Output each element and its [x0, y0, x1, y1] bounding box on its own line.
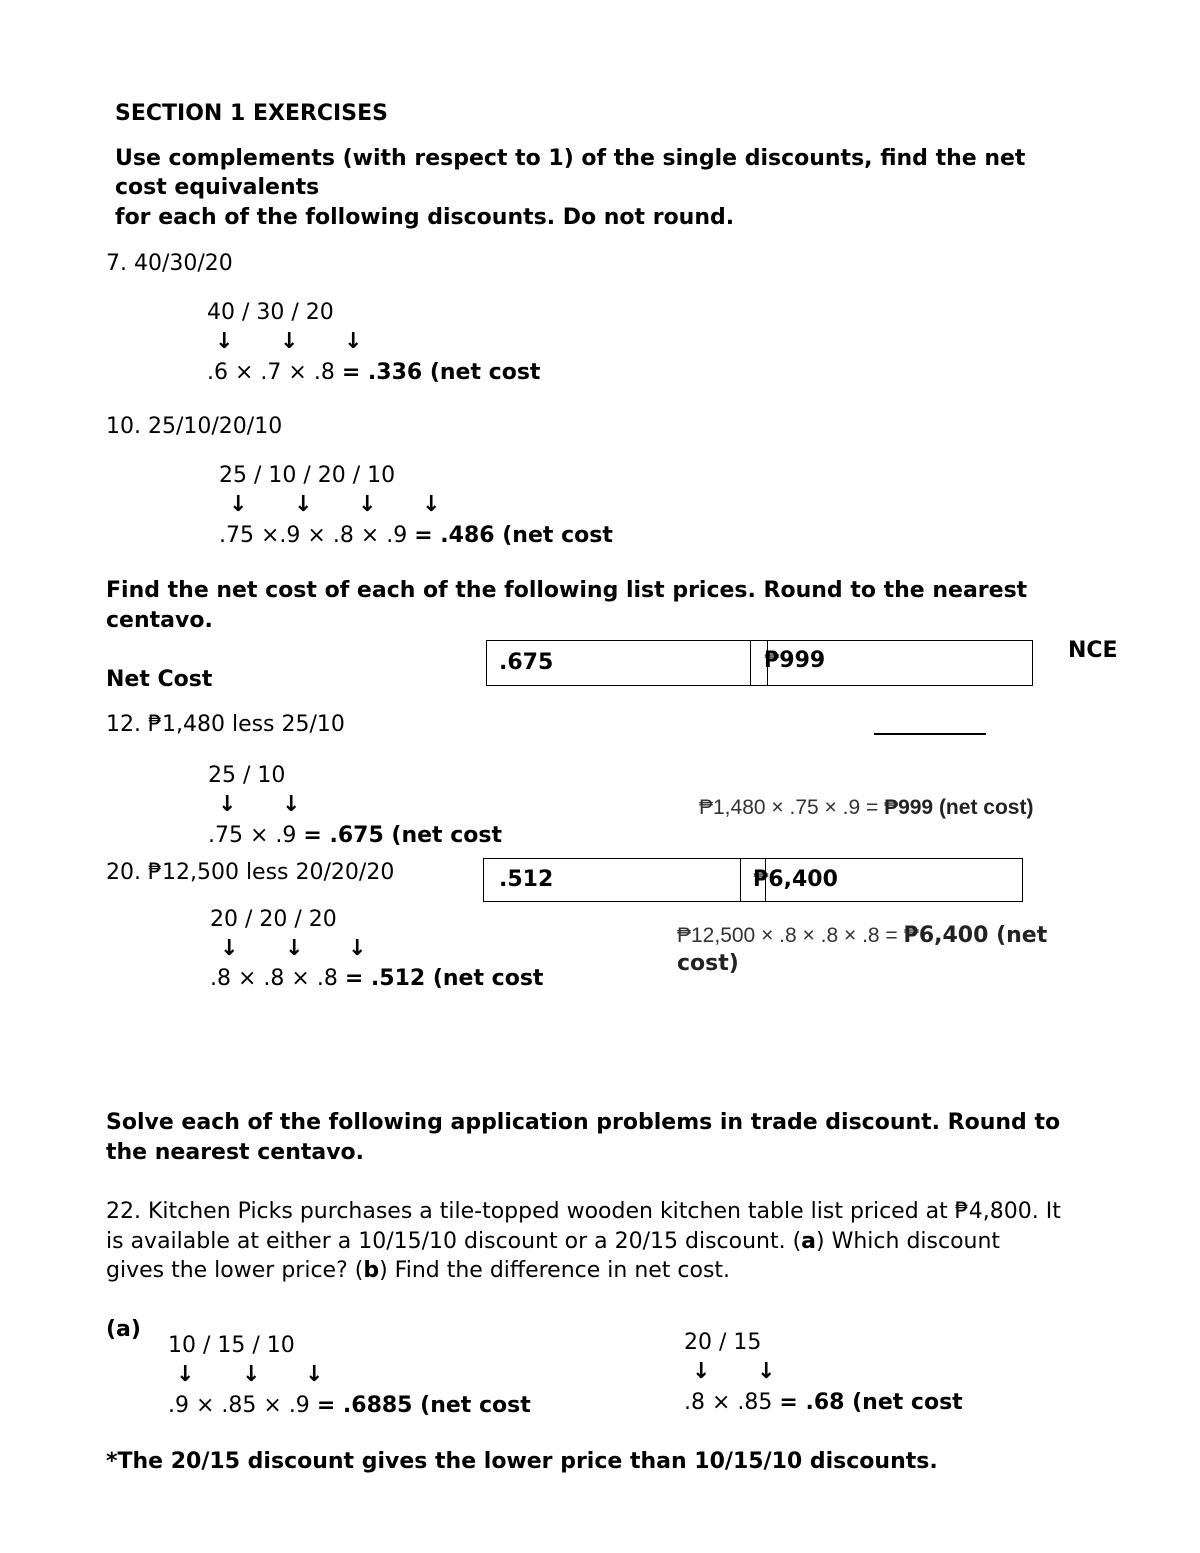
computation-result: = .675 (net cost	[303, 823, 503, 848]
down-arrow-icon: ↓	[282, 792, 301, 817]
problem-12-discounts: 25 / 10	[208, 763, 286, 788]
text-span: b	[363, 1258, 380, 1283]
calc-plain: ₱12,500 × .8 × .8 × .8 =	[677, 924, 904, 947]
down-arrow-icon: ↓	[215, 329, 234, 354]
instruction-line: cost equivalents	[115, 175, 320, 200]
problem-20-label: 20. ₱12,500 less 20/20/20	[106, 860, 395, 885]
right-computation	[684, 1389, 963, 1415]
instruction-line: Use complements (with respect to 1) of the single discounts, find the net	[115, 146, 1026, 171]
instruction-line: Find the net cost of each of the following list prices. Round to the nearest	[106, 578, 1028, 603]
down-arrow-icon: ↓	[344, 329, 363, 354]
computation-result: = .512 (net cost	[344, 966, 544, 991]
part-a-label: (a)	[106, 1317, 141, 1342]
answer-net-cost: ₱6,400	[753, 867, 838, 892]
answer-net-cost: ₱999	[764, 648, 826, 673]
calc-bold: ₱999 (net cost)	[884, 796, 1034, 819]
text-span: is available at either a 10/15/10 discount or a 20/15 discount. (	[106, 1229, 802, 1254]
problem-12-computation	[208, 822, 502, 848]
instruction-line: the nearest centavo.	[106, 1140, 365, 1165]
header-nce: NCE	[1068, 638, 1118, 663]
text-span: gives the lower price? (	[106, 1258, 364, 1283]
computation-factors: .6 × .7 × .8	[207, 360, 342, 385]
problem-7-label: 7. 40/30/20	[106, 251, 233, 276]
computation-result: = .68 (net cost	[779, 1390, 963, 1415]
down-arrow-icon: ↓	[285, 936, 304, 961]
problem-22-text: 22. Kitchen Picks purchases a tile-topped wooden kitchen table list priced at ₱4,800. It	[106, 1199, 1061, 1224]
text-span: ) Find the difference in net cost.	[379, 1258, 731, 1283]
computation-factors: .9 × .85 × .9	[168, 1393, 317, 1418]
problem-10-discounts: 25 / 10 / 20 / 10	[219, 463, 396, 488]
blank-line	[874, 733, 986, 735]
calc-bold: ₱6,400 (net	[903, 923, 1048, 948]
computation-factors: .8 × .85	[684, 1390, 780, 1415]
down-arrow-icon: ↓	[348, 936, 367, 961]
instruction-line: centavo.	[106, 608, 213, 633]
conclusion: *The 20/15 discount gives the lower price than 10/15/10 discounts.	[106, 1449, 938, 1474]
problem-22-text	[106, 1228, 1000, 1256]
down-arrow-icon: ↓	[220, 936, 239, 961]
problem-10-label: 10. 25/10/20/10	[106, 414, 283, 439]
instruction-line: for each of the following discounts. Do not round.	[115, 205, 735, 230]
answer-nce: .512	[499, 867, 554, 892]
side-calculation	[699, 794, 1033, 822]
left-discounts: 10 / 15 / 10	[168, 1333, 295, 1358]
side-calculation	[677, 922, 1047, 950]
down-arrow-icon: ↓	[422, 492, 441, 517]
computation-result: = .336 (net cost	[341, 360, 541, 385]
calc-plain: ₱1,480 × .75 × .9 =	[699, 796, 885, 819]
down-arrow-icon: ↓	[176, 1362, 195, 1387]
problem-22-text	[106, 1257, 730, 1285]
down-arrow-icon: ↓	[757, 1359, 776, 1384]
computation-result: = .6885 (net cost	[316, 1393, 531, 1418]
header-net-cost: Net Cost	[106, 667, 213, 692]
computation-factors: .8 × .8 × .8	[210, 966, 345, 991]
problem-20-discounts: 20 / 20 / 20	[210, 907, 337, 932]
side-calculation-cont: cost)	[677, 951, 739, 976]
down-arrow-icon: ↓	[280, 329, 299, 354]
down-arrow-icon: ↓	[692, 1359, 711, 1384]
down-arrow-icon: ↓	[305, 1362, 324, 1387]
text-span: a	[801, 1229, 817, 1254]
computation-result: = .486 (net cost	[414, 523, 613, 548]
right-discounts: 20 / 15	[684, 1330, 762, 1355]
section-title: SECTION 1 EXERCISES	[115, 101, 388, 126]
text-span: ) Which discount	[816, 1229, 1001, 1254]
down-arrow-icon: ↓	[294, 492, 313, 517]
computation-factors: .75 × .9	[208, 823, 304, 848]
problem-7-discounts: 40 / 30 / 20	[207, 300, 334, 325]
computation-factors: .75 ×.9 × .8 × .9	[219, 523, 415, 548]
problem-12-label: 12. ₱1,480 less 25/10	[106, 712, 345, 737]
left-computation	[168, 1392, 531, 1418]
instruction-line: Solve each of the following application problems in trade discount. Round to	[106, 1110, 1061, 1135]
answer-nce: .675	[499, 650, 554, 675]
down-arrow-icon: ↓	[218, 792, 237, 817]
problem-7-computation	[207, 359, 540, 385]
problem-20-computation	[210, 965, 543, 991]
down-arrow-icon: ↓	[229, 492, 248, 517]
problem-10-computation	[219, 522, 613, 548]
down-arrow-icon: ↓	[358, 492, 377, 517]
down-arrow-icon: ↓	[242, 1362, 261, 1387]
